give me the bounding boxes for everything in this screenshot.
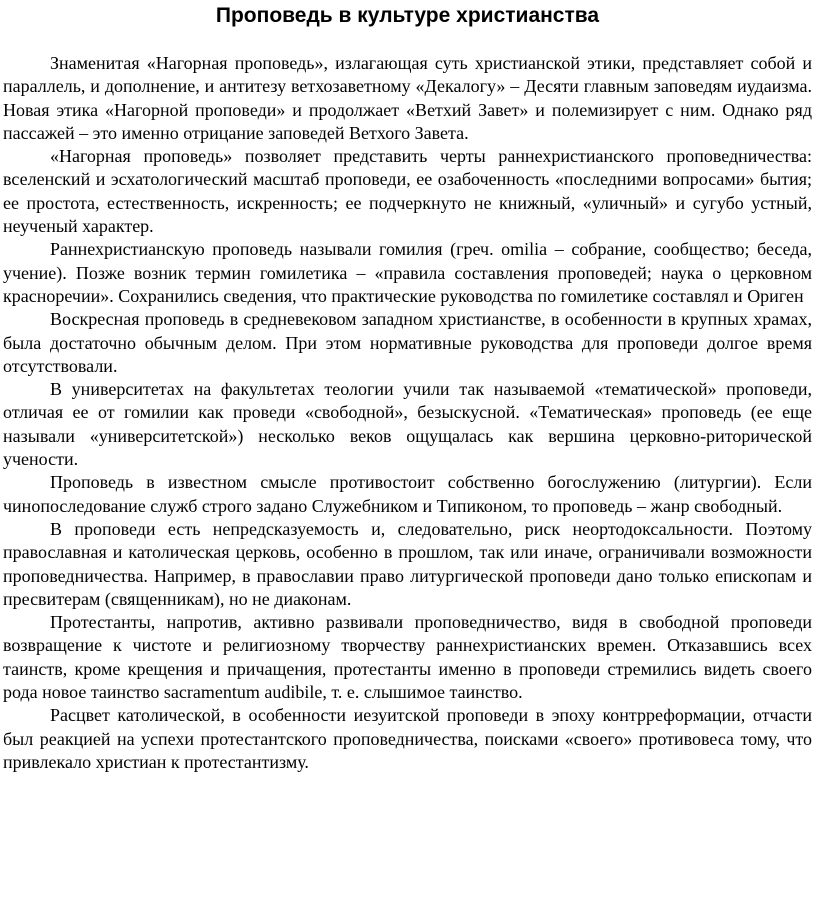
paragraph-3: Раннехристианскую проповедь называли гомилия (греч. omilia – собрание, сообщество; беседа, учение). Позже возник термин гомилетика – «правила составления проповедей; наука о церковном красноречии». Сохранились сведения, что практические руководства по гомилетике составлял и Ориген [3, 239, 812, 306]
document-body [3, 52, 812, 774]
paragraph-6: Проповедь в известном смысле противостоит собственно богослужению (литургии). Если чинопоследование служб строго задано Служебником и Типиконом, то проповедь – жанр свободный. [3, 472, 812, 516]
paragraph-8: Протестанты, напротив, активно развивали проповедничество, видя в свободной проповеди возвращение к чистоте и религиозному творчеству раннехристианских времен. Отказавшись всех таинств, кроме крещения и причащения, протестанты именно в проповеди стремились видеть своего рода новое таинство sacramentum audibile, т. е. слышимое таинство. [3, 612, 812, 703]
document-title: Проповедь в культуре христианства [215, 4, 600, 27]
paragraph-2: «Нагорная проповедь» позволяет представить черты раннехристианского проповедничества: вселенский и эсхатологический масштаб проповеди, ее озабоченность «последними вопросами» бытия; ее простота, естественность, искренность; ее подчеркнуто не книжный, «уличный» и сугубо устный, неученый характер. [3, 146, 812, 237]
paragraph-7: В проповеди есть непредсказуемость и, следовательно, риск неортодоксальности. Поэтому православная и католическая церковь, особенно в прошлом, так или иначе, ограничивали возможности проповедничества. Например, в православии право литургической проповеди дано только епископам и пресвитерам (священникам), но не диаконам. [3, 518, 812, 609]
paragraph-1: Знаменитая «Нагорная проповедь», излагающая суть христианской этики, представляет собой и параллель, и дополнение, и антитезу ветхозаветному «Декалогу» – Десяти главным заповедям иудаизма. Новая этика «Нагорной проповеди» и продолжает «Ветхий Завет» и полемизирует с ним. Однако ряд пассажей – это именно отрицание заповедей Ветхого Завета. [3, 53, 812, 143]
paragraph-4: Воскресная проповедь в средневековом западном христианстве, в особенности в крупных храмах, была достаточно обычным делом. При этом нормативные руководства для проповеди долгое время отсутствовали. [3, 309, 812, 376]
paragraph-5: В университетах на факультетах теологии учили так называемой «тематической» проповеди, отличая ее от гомилии как проведи «свободной», безыскусной. «Тематическая» проповедь (ее еще называли «университетской») несколько веков ощущалась как вершина церковно-риторической учености. [3, 379, 812, 470]
paragraph-9: Расцвет католической, в особенности иезуитской проповеди в эпоху контрреформации, отчасти был реакцией на успехи протестантского проповедничества, поисками «своего» противовеса тому, что привлекало христиан к протестантизму. [3, 705, 812, 772]
